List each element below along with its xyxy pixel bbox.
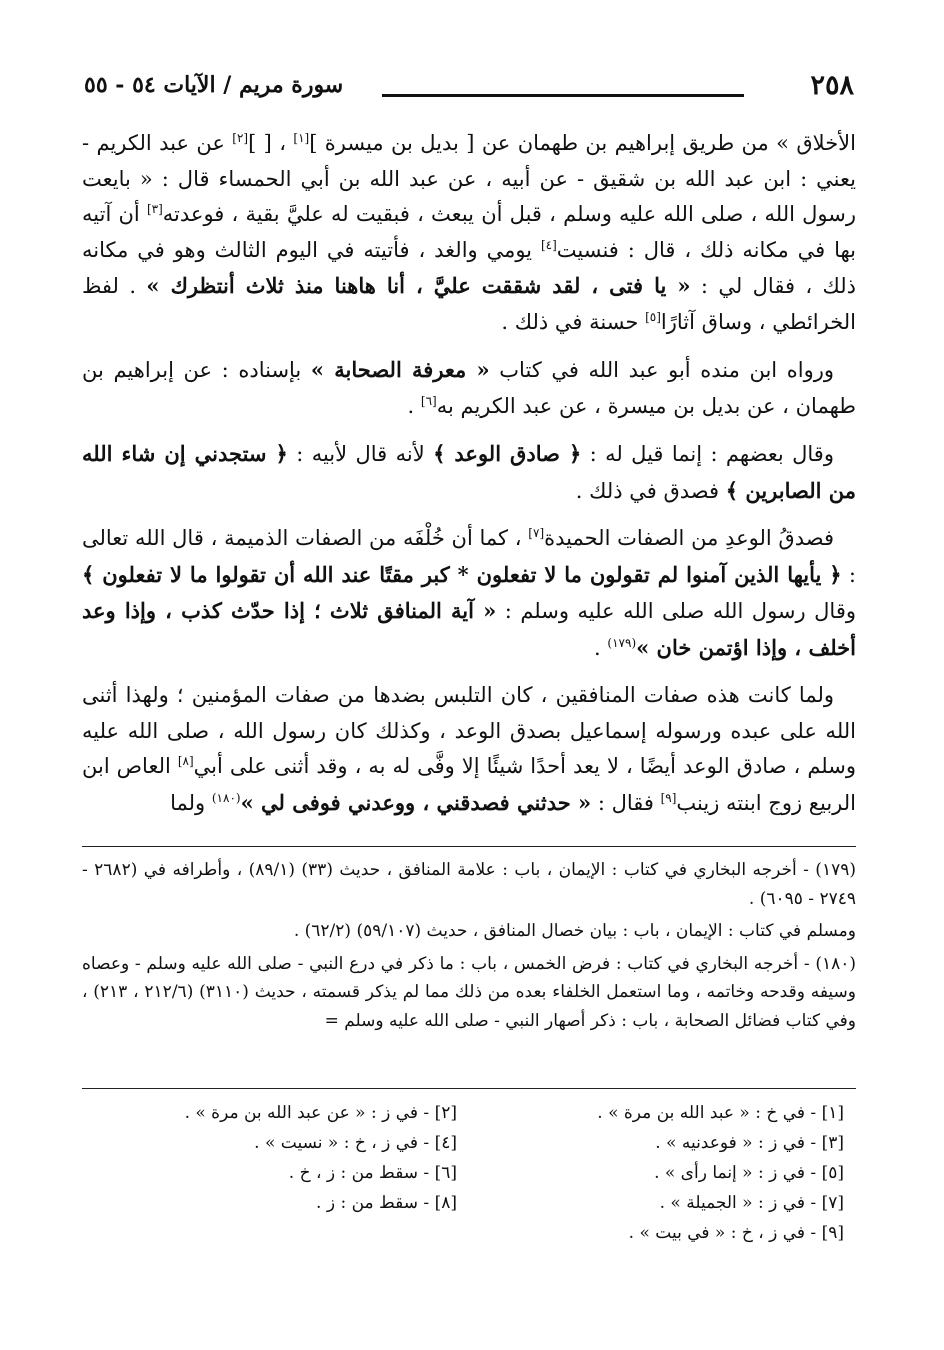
text-run: ورواه ابن منده أبو عبد الله في كتاب	[489, 358, 835, 382]
text-run: ، [ ]	[248, 131, 294, 155]
quoted-text: « يا فتى ، لقد شققت عليَّ ، أنا هاهنا منذ ثلاث أنتظرك »	[146, 273, 691, 298]
quoted-text: « معرفة الصحابة »	[310, 357, 490, 382]
note-marker: [٨]	[177, 754, 194, 768]
text-run: يومي والغد ، فأتيته في اليوم الثالث وهو في مكانه ذلك ، فقال لي :	[82, 237, 856, 298]
note-marker: [٤]	[540, 237, 557, 252]
footnote-180: (١٨٠) - أخرجه البخاري في كتاب : فرض الخمس ، باب : ما ذكر في درع النبي - صلى الله عليه وسلم - وعصاه وسيفه وقدحه وخاتمه ، وما استعمل الخلفاء بعده من ذلك مما لم يذكر قسمته ، حديث (٣١١٠) (٢١٢/٦ ، ٢١٣) ، وفي كتاب فضائل الصحابة ، باب : ذكر أصهار النبي - صلى الله عليه وسلم =	[82, 953, 857, 1031]
text-run: فقال :	[591, 790, 661, 815]
quoted-text: « آية المنافق ثلاث ؛ إذا حدّث كذب ، وإذا وعد أخلف ، وإذا اؤتمن خان »	[82, 598, 856, 660]
hadith-footnotes	[82, 856, 856, 1039]
footnote-separator	[82, 846, 856, 847]
note-marker: [٥]	[645, 309, 661, 324]
text-run: حسنة في ذلك .	[501, 309, 646, 334]
note-marker: [٢]	[232, 131, 249, 145]
text-run: .	[407, 393, 421, 418]
variant-row	[82, 1098, 856, 1128]
text-run: فصدقُ الوعدِ من الصفات الحميدة	[544, 526, 834, 550]
text-run: وقال بعضهم : إنما قيل له :	[581, 442, 834, 466]
variant-note: [٩] - في ز ، خ : « في بيت » .	[628, 1223, 844, 1243]
text-run: ولما	[170, 790, 212, 815]
note-marker: [٦]	[420, 393, 437, 408]
variant-row	[82, 1158, 856, 1188]
footnote-179: (١٧٩) - أخرجه البخاري في كتاب : الإيمان ، باب : علامة المنافق ، حديث (٣٣) (٨٩/١) ، وأطرافه في (٢٦٨٢ - ٢٧٤٩ - ٦٠٩٥) .	[82, 860, 856, 909]
variant-note: [٧] - في ز : « الجميلة » .	[659, 1193, 844, 1213]
quoted-text: ﴿ صادق الوعد ﴾	[433, 441, 582, 466]
text-run: . لفظ الخرائطي ، وساق آثارًا	[82, 274, 856, 334]
paragraph-1	[82, 126, 856, 340]
variant-note: [١] - في خ : « عبد الله بن مرة » .	[597, 1103, 844, 1123]
variant-row	[82, 1218, 856, 1248]
quoted-text: « حدثني فصدقني ، ووعدني فوفى لي »	[240, 789, 592, 815]
manuscript-variants	[82, 1098, 856, 1248]
text-run: عن عبد الكريم - يعني : ابن عبد الله بن شقيق - عن أبيه ، عن عبد الله بن أبي الحمساء قال : « بايعت رسول الله ، صلى الله عليه وسلم ، قبل أن يبعث ، فبقيت له عليَّ بقية ، فوعدته	[82, 131, 856, 226]
text-run: أن آتيه بها في مكانه ذلك ، قال : فنسيت	[82, 202, 857, 262]
variant-note: [٤] - في ز ، خ : « نسيت » .	[254, 1133, 457, 1153]
text-run: بإسناده : عن إبراهيم بن طهمان ، عن بديل بن ميسرة ، عن عبد الكريم به	[82, 358, 856, 418]
text-run: .	[594, 635, 608, 660]
note-marker: [٣]	[146, 202, 163, 216]
page-header	[84, 68, 854, 108]
paragraph-5	[82, 678, 856, 821]
note-marker: (١٧٩)	[607, 635, 637, 650]
paragraph-4	[82, 521, 856, 666]
variant-note: [٥] - في ز : « إنما رأى » .	[654, 1163, 844, 1183]
variant-note: [٨] - سقط من : ز .	[316, 1193, 457, 1213]
note-marker: [٧]	[528, 526, 545, 540]
note-marker: [٩]	[660, 790, 677, 805]
note-marker: [١]	[293, 131, 310, 145]
variant-note: [٢] - في ز : « عن عبد الله بن مرة » .	[184, 1103, 457, 1123]
paragraph-2	[82, 352, 856, 424]
note-marker: (١٨٠)	[211, 790, 241, 805]
header-rule	[382, 94, 744, 97]
quoted-text: ﴿ يأيها الذين آمنوا لم تقولون ما لا تفعلون * كبر مقتًا عند الله أن تقولوا ما لا تفعلون ﴾	[82, 561, 842, 587]
text-run: وقال رسول الله صلى الله عليه وسلم :	[496, 599, 856, 623]
quoted-text: ﴿ ستجدني إن شاء الله من الصابرين ﴾	[82, 441, 856, 503]
text-run: ، كما أن خُلْفَه من الصفات الذميمة ، قال الله تعالى :	[82, 526, 856, 587]
footnote-179-continued: ومسلم في كتاب : الإيمان ، باب : بيان خصال المنافق ، حديث (٥٩/١٠٧) (٦٢/٢) .	[293, 921, 856, 941]
variant-row	[82, 1188, 856, 1218]
body-text	[82, 126, 856, 833]
text-run: ولما كانت هذه صفات المنافقين ، كان التلبس بضدها من صفات المؤمنين ؛ ولهذا أثنى الله على عبده ورسوله إسماعيل بصدق الوعد ، وكذلك كان رسول الله ، صلى الله عليه وسلم ، صادق الوعد أيضًا ، لا يعد أحدًا شيئًا إلا وفَّى له به ، وقد أثنى على أبي	[82, 683, 856, 778]
variants-separator	[82, 1088, 856, 1089]
text-run: الأخلاق » من طريق إبراهيم بن طهمان عن [ بديل بن ميسرة ]	[309, 131, 856, 155]
running-title: سورة مريم / الآيات ٥٤ - ٥٥	[84, 72, 344, 98]
text-run: لأنه قال لأبيه :	[287, 442, 434, 466]
text-run: فصدق في ذلك .	[575, 478, 726, 503]
page-number: ٢٥٨	[810, 70, 854, 101]
text-run: العاص ابن الربيع زوج ابنته زينب	[82, 754, 856, 815]
variant-note: [٦] - سقط من : ز ، خ .	[288, 1163, 457, 1183]
variant-row	[82, 1128, 856, 1158]
paragraph-3	[82, 436, 856, 509]
variant-note: [٣] - في ز : « فوعدنيه » .	[655, 1133, 844, 1153]
